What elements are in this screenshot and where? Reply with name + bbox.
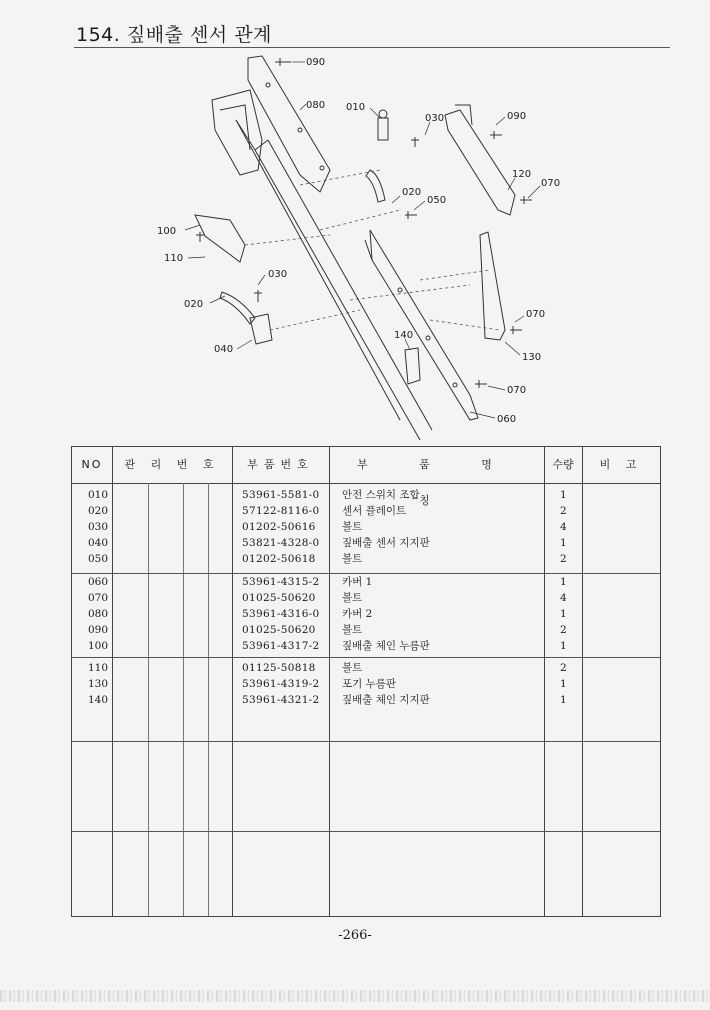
row-no: 070 <box>88 592 109 604</box>
table-row <box>72 503 660 519</box>
header-management-number: 관 리 번 호 <box>124 458 220 471</box>
safety-switch <box>378 118 388 140</box>
table-row <box>72 676 660 692</box>
table-row <box>72 535 660 551</box>
chain-guide-plate <box>445 110 515 215</box>
row-part-name: 짚배출 체인 누름판 <box>342 640 430 652</box>
callout-060: 060 <box>497 414 517 425</box>
row-no: 100 <box>88 640 109 652</box>
row-group-divider <box>72 741 660 742</box>
row-no: 110 <box>88 662 109 674</box>
sensor-bracket <box>250 314 272 344</box>
row-part-name: 안전 스위치 조합 <box>342 489 420 501</box>
row-part-number: 01125-50818 <box>242 662 316 674</box>
table-row <box>72 622 660 638</box>
row-qty: 1 <box>560 640 567 652</box>
callout-020-upper: 020 <box>402 187 422 198</box>
callout-100: 100 <box>157 226 177 237</box>
row-qty: 4 <box>560 592 567 604</box>
callout-090-top: 090 <box>306 57 326 68</box>
row-part-number: 57122-8116-0 <box>242 505 320 517</box>
callout-040: 040 <box>214 344 234 355</box>
table-row <box>72 638 660 654</box>
row-qty: 2 <box>560 624 567 636</box>
callout-020-lower: 020 <box>184 299 204 310</box>
page-number: -266- <box>338 928 372 943</box>
row-qty: 2 <box>560 553 567 565</box>
row-part-number: 53961-4321-2 <box>242 694 320 706</box>
sensor-plate-lower <box>220 292 255 324</box>
callout-070-mid: 070 <box>526 309 546 320</box>
row-no: 130 <box>88 678 109 690</box>
callout-120: 120 <box>512 169 532 180</box>
row-part-number: 53961-4319-2 <box>242 678 320 690</box>
row-part-name: 카버 2 <box>342 608 373 620</box>
row-part-name: 볼트 <box>342 553 363 565</box>
row-group-divider <box>72 831 660 832</box>
row-qty: 1 <box>560 608 567 620</box>
callout-070-top: 070 <box>541 178 561 189</box>
table-row <box>72 551 660 567</box>
row-qty: 4 <box>560 521 567 533</box>
table-row <box>72 519 660 535</box>
scan-edge-strip <box>0 990 710 1002</box>
cover-1-plate <box>370 230 478 420</box>
row-no: 020 <box>88 505 109 517</box>
row-part-name: 센서 플레이트 <box>342 505 407 517</box>
row-part-name: 카버 1 <box>342 576 373 588</box>
row-part-name: 포기 누름판 <box>342 678 397 690</box>
row-qty: 1 <box>560 694 567 706</box>
callout-070-low: 070 <box>507 385 527 396</box>
row-no: 030 <box>88 521 109 533</box>
parts-table <box>71 446 661 917</box>
straw-hold-plate <box>480 232 505 340</box>
table-row <box>72 574 660 590</box>
row-part-number: 01025-50620 <box>242 624 316 636</box>
row-qty: 1 <box>560 576 567 588</box>
row-no: 090 <box>88 624 109 636</box>
row-part-number: 53821-4328-0 <box>242 537 320 549</box>
row-part-name: 짚배출 센서 지지판 <box>342 537 430 549</box>
header-qty: 수량 <box>552 458 574 471</box>
callout-030-lower: 030 <box>268 269 288 280</box>
header-no: NO <box>81 458 103 471</box>
callout-140: 140 <box>394 330 414 341</box>
row-no: 050 <box>88 553 109 565</box>
table-row <box>72 606 660 622</box>
callout-030-top: 030 <box>425 113 445 124</box>
callout-010: 010 <box>346 102 366 113</box>
cover-2-plate <box>248 56 330 192</box>
table-row <box>72 692 660 708</box>
row-no: 080 <box>88 608 109 620</box>
callout-050: 050 <box>427 195 447 206</box>
header-remarks: 비 고 <box>599 458 643 471</box>
row-qty: 2 <box>560 505 567 517</box>
row-part-number: 53961-4317-2 <box>242 640 320 652</box>
row-no: 010 <box>88 489 109 501</box>
row-group-divider <box>72 657 660 658</box>
upper-bracket <box>212 90 262 175</box>
page-title: 154. 짚배출 센서 관계 <box>76 24 272 46</box>
main-rail <box>236 120 432 440</box>
exploded-parts-diagram <box>140 50 580 440</box>
header-part-name: 부 품 명 칭 <box>357 458 516 507</box>
row-part-number: 01202-50616 <box>242 521 316 533</box>
row-no: 140 <box>88 694 109 706</box>
title-rule <box>74 47 670 48</box>
callout-130: 130 <box>522 352 542 363</box>
sensor-plate-upper <box>366 170 385 202</box>
row-part-name: 볼트 <box>342 592 363 604</box>
row-part-number: 53961-5581-0 <box>242 489 320 501</box>
row-part-number: 01202-50618 <box>242 553 316 565</box>
row-part-name: 볼트 <box>342 662 363 674</box>
row-no: 040 <box>88 537 109 549</box>
row-part-name: 볼트 <box>342 624 363 636</box>
row-no: 060 <box>88 576 109 588</box>
row-qty: 2 <box>560 662 567 674</box>
table-row <box>72 487 660 503</box>
table-row <box>72 660 660 676</box>
callout-080: 080 <box>306 100 326 111</box>
header-part-number: 부품번호 <box>247 458 314 471</box>
chain-press-plate <box>195 215 245 262</box>
row-part-number: 53961-4315-2 <box>242 576 320 588</box>
callout-110: 110 <box>164 253 184 264</box>
chain-support-plate <box>405 348 420 384</box>
row-part-name: 짚배출 체인 지지판 <box>342 694 430 706</box>
row-qty: 1 <box>560 678 567 690</box>
row-part-name: 볼트 <box>342 521 363 533</box>
table-row <box>72 590 660 606</box>
row-part-number: 01025-50620 <box>242 592 316 604</box>
row-part-number: 53961-4316-0 <box>242 608 320 620</box>
callout-090-right: 090 <box>507 111 527 122</box>
row-qty: 1 <box>560 537 567 549</box>
row-qty: 1 <box>560 489 567 501</box>
